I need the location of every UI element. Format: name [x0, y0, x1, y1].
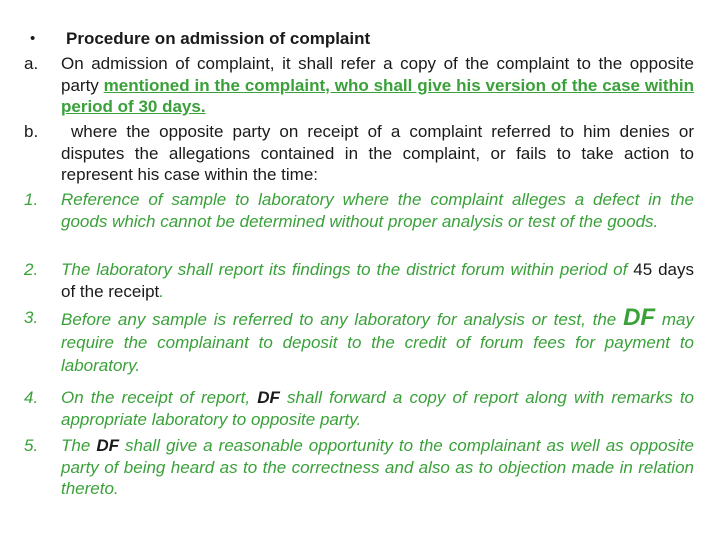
list-item-3-number: 3.	[24, 308, 39, 327]
heading-text: Procedure on admission of complaint	[66, 29, 371, 48]
list-item-2-text: The laboratory shall report its findings to the district forum within period of	[61, 260, 634, 279]
list-item-1-text: Reference of sample to laboratory where the complaint alleges a defect in the goods which cannot be determined without proper analysis or test of the goods.	[61, 190, 694, 231]
list-item-3-body	[61, 306, 694, 377]
paragraph-a-marker: a.	[24, 54, 39, 73]
list-item-4	[24, 387, 694, 430]
bullet-marker: •	[30, 30, 36, 47]
list-item-5-number: 5.	[24, 436, 39, 455]
heading-row	[24, 28, 694, 50]
list-item-3-text-end: may require the complainant to deposit to the credit of forum fees for payment to laboratory.	[61, 310, 694, 375]
list-item-2-text-end: .	[159, 281, 165, 301]
list-item-5-df: DF	[96, 436, 119, 455]
list-item-5	[24, 435, 694, 500]
list-item-4-df: DF	[257, 388, 280, 407]
list-item-1	[24, 189, 694, 232]
list-item-2-body	[61, 259, 694, 302]
paragraph-b-text: where the opposite party on receipt of a complaint referred to him denies or disputes the allegations contained in the complaint, or fails to take action to represent his case within the time:	[61, 122, 694, 184]
list-item-5-text: The	[61, 436, 97, 455]
list-item-5-body	[61, 435, 694, 500]
list-item-2-emphasis: 45 days of the receipt	[61, 260, 694, 301]
list-item-5-text-end: shall give a reasonable opportunity to the complainant as well as opposite party of being heard as to the correctness and also as to objection made in relation thereto.	[61, 436, 694, 498]
paragraph-a-highlight: mentioned in the complaint, who shall give his version of the case within period of 30 days.	[61, 75, 694, 116]
list-item-2-number: 2.	[24, 260, 39, 279]
paragraph-b-marker: b.	[24, 122, 39, 141]
list-item-1-number: 1.	[24, 190, 39, 209]
paragraph-b	[24, 121, 694, 186]
paragraph-a	[24, 53, 694, 118]
list-item-3	[24, 306, 694, 377]
list-item-4-body	[61, 387, 694, 430]
paragraph-a-body	[61, 53, 694, 118]
list-item-3-text: Before any sample is referred to any laboratory for analysis or test, the	[61, 310, 624, 329]
list-item-4-number: 4.	[24, 388, 39, 407]
list-item-4-text: On the receipt of report,	[61, 388, 258, 407]
paragraph-a-text: On admission of complaint, it shall refer a copy of the complaint to the opposite party	[61, 54, 694, 95]
list-item-3-df: DF	[623, 304, 656, 331]
list-item-2	[24, 259, 694, 302]
list-item-4-text-end: shall forward a copy of report along with remarks to appropriate laboratory to opposite party.	[61, 388, 695, 429]
